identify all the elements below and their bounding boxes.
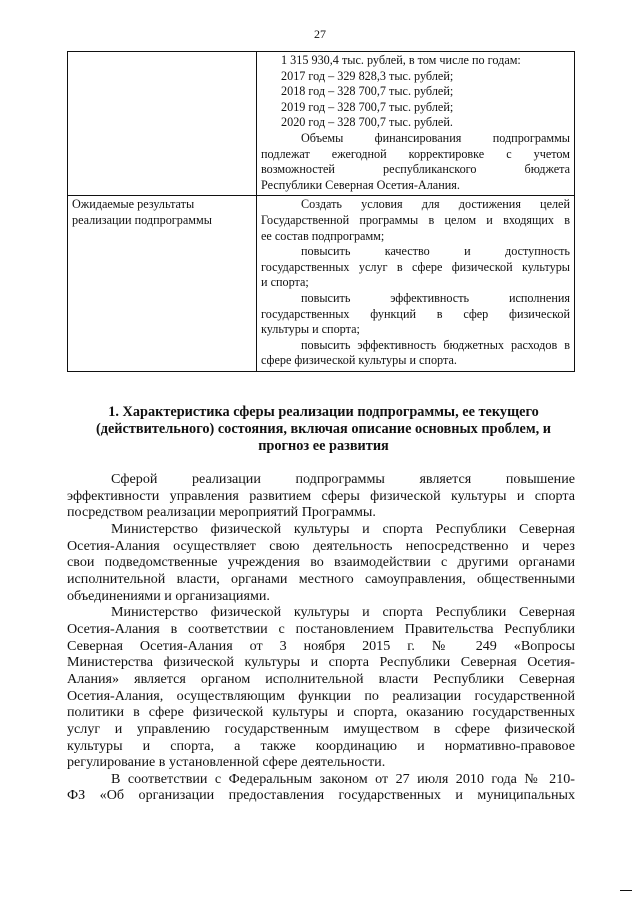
- results-line: Создать условия для достижения целей: [301, 197, 570, 212]
- text-line: Министерство физической культуры и спорта Республики Северная: [111, 520, 575, 537]
- text-line: Осетия-Алания осуществляет свою деятельность непосредственно и через: [67, 537, 575, 554]
- paragraph: [67, 604, 575, 771]
- heading-line: (действительного) состояния, включая описание основных проблем, и: [95, 421, 552, 438]
- text-line: культуры и спорта, а также координацию и нормативно-правовое: [67, 737, 575, 754]
- results-line: культуры и спорта;: [261, 322, 360, 337]
- heading-line: прогноз ее развития: [258, 438, 389, 455]
- funding-line: Республики Северная Осетия-Алания.: [261, 177, 460, 192]
- text-line: Алания» является органом исполнительной власти Республики Северная: [67, 670, 575, 687]
- heading-line: 1. Характеристика сферы реализации подпрограммы, ее текущего: [108, 404, 539, 420]
- table-row: [68, 52, 575, 196]
- results-line: государственных услуг в сфере физической культуры: [261, 259, 570, 274]
- paragraph: [67, 471, 575, 521]
- text-line: посредством реализации мероприятий Программы.: [67, 504, 376, 521]
- funding-cell: [257, 52, 575, 196]
- results-line: государственных функций в сфер физической: [261, 306, 570, 321]
- funding-line: 1 315 930,4 тыс. рублей, в том числе по годам:: [281, 53, 521, 67]
- text-line: исполнительной власти, органами местного самоуправления, общественными: [67, 570, 575, 587]
- body-text: [67, 471, 575, 804]
- text-line: политики в сфере физической культуры и спорта, оказанию государственных: [67, 704, 575, 721]
- text-line: Сферой реализации подпрограммы является повышение: [111, 471, 575, 487]
- text-line: объединениями и организациями.: [67, 587, 270, 604]
- funding-line: 2019 год – 328 700,7 тыс. рублей;: [281, 99, 454, 114]
- section-heading: [77, 404, 570, 456]
- text-line: услуг и управлению государственным имуществом в сфере физической: [67, 720, 575, 737]
- text-line: Министерство физической культуры и спорта Республики Северная: [111, 604, 575, 621]
- page-edge-mark: [620, 890, 632, 891]
- table-cell-label: [68, 52, 257, 196]
- paragraph: [67, 521, 575, 604]
- results-line: ее состав подпрограмм;: [261, 228, 385, 243]
- results-label-line: реализации подпрограммы: [72, 212, 212, 227]
- text-line: В соответствии с Федеральным законом от 27 июля 2010 года № 210-: [111, 770, 575, 787]
- funding-line: 2018 год – 328 700,7 тыс. рублей;: [281, 84, 454, 99]
- text-line: регулирование в установленной сфере деятельности.: [67, 754, 386, 771]
- results-line: Государственной программы в целом и входящих в: [261, 212, 570, 227]
- funding-line: 2020 год – 328 700,7 тыс. рублей.: [281, 115, 453, 130]
- funding-line: 2017 год – 329 828,3 тыс. рублей;: [281, 68, 454, 83]
- paragraph: [67, 771, 575, 804]
- text-line: эффективности управления развитием сферы физической культуры и спорта: [67, 487, 575, 504]
- results-line: повысить эффективность бюджетных расходов в: [301, 337, 570, 352]
- results-line: и спорта;: [261, 275, 309, 290]
- text-line: Северная Осетия-Алания от 3 ноября 2015 г. № 249 «Вопросы: [67, 637, 575, 654]
- results-cell: [257, 196, 575, 372]
- page-number: 27: [314, 27, 326, 41]
- funding-line: подлежат ежегодной корректировке с учетом: [261, 146, 570, 161]
- text-line: свои подведомственные учреждения во взаимодействии с другими органами: [67, 554, 575, 571]
- results-label-cell: [68, 196, 257, 372]
- text-line: Осетия-Алания в соответствии с постановлением Правительства Республики: [67, 620, 575, 637]
- results-label-line: Ожидаемые результаты: [72, 197, 195, 212]
- results-line: сфере физической культуры и спорта.: [261, 353, 457, 368]
- text-line: Осетия-Алания, осуществляющим функции по реализации государственной: [67, 687, 575, 704]
- funding-line: возможностей республиканского бюджета: [261, 162, 570, 177]
- funding-line: Объемы финансирования подпрограммы: [301, 130, 570, 145]
- table-row: [68, 196, 575, 372]
- results-line: повысить качество и доступность: [301, 244, 570, 259]
- results-line: повысить эффективность исполнения: [301, 290, 570, 305]
- text-line: ФЗ «Об организации предоставления государственных и муниципальных: [67, 787, 575, 804]
- text-line: Министерства физической культуры и спорта Республики Северная Осетия-: [67, 654, 575, 671]
- passport-table: [67, 51, 575, 372]
